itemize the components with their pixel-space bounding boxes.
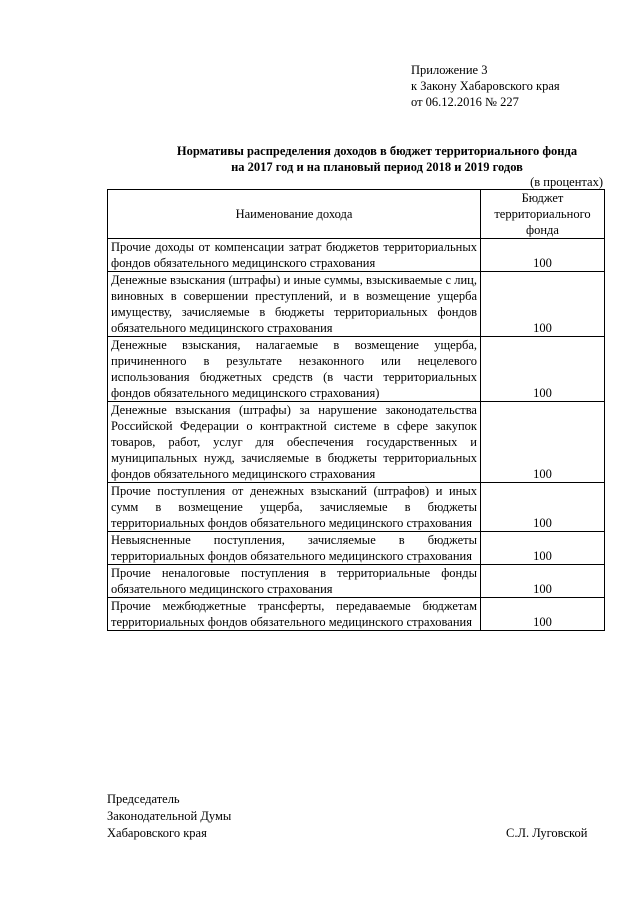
table-row [108,598,605,631]
appendix-date: от 06.12.2016 № 227 [411,95,519,109]
income-name: Прочие доходы от компенсации затрат бюджетов территориальных фондов обязательного медицинского страхования [108,239,481,272]
table-header-row [108,190,605,239]
income-name: Денежные взыскания, налагаемые в возмещение ущерба, причиненного в результате незаконного или нецелевого использования бюджетных средств (в части территориальных фондов обязательного медицинского страхования) [108,337,481,402]
income-percent: 100 [481,598,605,631]
signatory-name: С.Л. Луговской [506,826,588,840]
income-name: Прочие поступления от денежных взысканий (штрафов) и иных сумм в возмещение ущерба, зачисляемые в бюджеты территориальных фондов обязательного медицинского страхования [108,483,481,532]
appendix-number: Приложение 3 [411,63,488,77]
income-name: Прочие неналоговые поступления в территориальные фонды обязательного медицинского страхования [108,565,481,598]
units-note: (в процентах) [530,175,603,189]
document-title [148,143,606,175]
income-percent: 100 [481,565,605,598]
table-row [108,532,605,565]
signatory-position-2: Законодательной Думы [107,809,232,823]
signatory-position-3: Хабаровского края [107,826,207,840]
appendix-law: к Закону Хабаровского края [411,79,560,93]
income-percent: 100 [481,239,605,272]
appendix-header [411,62,560,110]
column-header-fund-budget: Бюджет территориального фонда [481,190,605,239]
table-row [108,272,605,337]
table-row [108,565,605,598]
income-name: Денежные взыскания (штрафы) и иные суммы, взыскиваемые с лиц, виновных в совершении преступлений, и в возмещение ущерба имуществу, зачисляемые в бюджеты территориальных фондов обязательного медицинского страхования [108,272,481,337]
income-percent: 100 [481,272,605,337]
income-percent: 100 [481,532,605,565]
signature-block [107,791,231,842]
title-line-2: на 2017 год и на плановый период 2018 и 2019 годов [231,160,523,174]
income-name: Прочие межбюджетные трансферты, передаваемые бюджетам территориальных фондов обязательного медицинского страхования [108,598,481,631]
signatory-position-1: Председатель [107,792,180,806]
table-row [108,239,605,272]
income-percent: 100 [481,337,605,402]
table-row [108,337,605,402]
distribution-table [107,189,605,631]
income-percent: 100 [481,483,605,532]
column-header-income: Наименование дохода [108,190,481,239]
income-name: Денежные взыскания (штрафы) за нарушение законодательства Российской Федерации о контрактной системе в сфере закупок товаров, работ, услуг для обеспечения государственных и муниципальных нужд, зачисляемые в бюджеты территориальных фондов обязательного медицинского страхования [108,402,481,483]
table-row [108,402,605,483]
income-percent: 100 [481,402,605,483]
table-row [108,483,605,532]
title-line-1: Нормативы распределения доходов в бюджет территориального фонда [176,144,578,158]
income-name: Невыясненные поступления, зачисляемые в бюджеты территориальных фондов обязательного медицинского страхования [108,532,481,565]
